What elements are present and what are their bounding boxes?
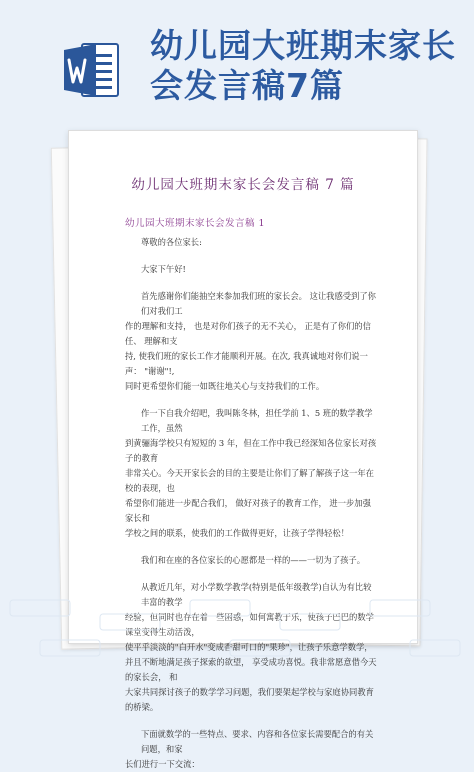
watermark-pattern: [0, 590, 474, 669]
document-page: [68, 130, 418, 769]
header-banner: [0, 0, 474, 118]
paragraph-spacer: [125, 277, 377, 289]
body-line: 持, 使我们班的家长工作才能顺利开展。在次, 我真诚地对你们说一声： "谢谢"!,: [125, 351, 368, 376]
document-subtitle: 幼儿园大班期末家长会发言稿 1: [125, 218, 266, 229]
body-line: 希望你们能进一步配合我们， 做好对孩子的教育工作， 进一步加强家长和: [125, 498, 371, 523]
body-line: 首先感谢你们能抽空来参加我们班的家长会。 这让我感受到了你们对我们工: [141, 291, 376, 316]
body-line: 下面就数学的一些特点、要求、内容和各位家长需要配合的有关问题，和家: [141, 729, 374, 754]
body-line: 大家共同探讨孩子的数学学习问题，我们要架起学校与家庭协同教育的桥梁。: [125, 687, 374, 712]
paragraph-spacer: [125, 541, 377, 553]
body-line: 长们进行一下交流：: [125, 759, 200, 769]
body-line: 经验，但同时也存在着一些困惑，如何寓教于乐，使孩子巴巴的数学课堂变得生动活泼，: [125, 612, 374, 637]
paragraph-spacer: [125, 715, 377, 727]
document-preview: [68, 130, 416, 769]
paragraph-spacer: [125, 250, 377, 262]
body-line: 使平乎淡淡的"白开水"变成香甜可口的"果珍"，让孩子乐意学数学，: [125, 642, 373, 652]
body-line: 作一下自我介绍吧，我叫陈冬林，担任学前 1、5 班的数学教学工作，虽然: [141, 408, 373, 433]
body-line: 学校之间的联系，使我们的工作做得更好，让孩子学得轻松！: [125, 528, 350, 538]
paragraph-spacer: [125, 394, 377, 406]
body-line: 同时更希望你们能一如既往地关心与支持我们的工作。: [125, 381, 325, 391]
body-line: 非常关心。今天开家长会的目的主要是让你们了解了解孩子这一年在校的表现，也: [125, 468, 374, 493]
word-document-icon: [60, 38, 124, 102]
paragraph-spacer: [125, 568, 377, 580]
body-line: 我们和在座的各位家长的心愿都是一样的——一切为了孩子。: [141, 555, 366, 565]
body-line: 大家下午好!: [141, 264, 186, 274]
body-line: 作的理解和支持， 也是对你们孩子的无不关心， 正是有了你们的信任、 理解和支: [125, 321, 371, 346]
document-body: [125, 235, 377, 772]
page-title: 幼儿园大班期末家长会发言稿7篇: [150, 26, 456, 105]
body-line: 到黄骊海学校只有短短的 3 年，但在工作中我已经深知各位家长对孩子的教育: [125, 438, 377, 463]
body-line: 尊敬的各位家长:: [141, 237, 202, 247]
body-line: 并且不断地满足孩子探索的欲望， 享受成功喜悦。我非常愿意借今天的家长会， 和: [125, 657, 377, 682]
document-title: 幼儿园大班期末家长会发言稿 7 篇: [131, 177, 355, 193]
body-line: 从教近几年，对小学数学教学(特别是低年级教学)自认为有比较丰富的教学: [141, 582, 372, 607]
